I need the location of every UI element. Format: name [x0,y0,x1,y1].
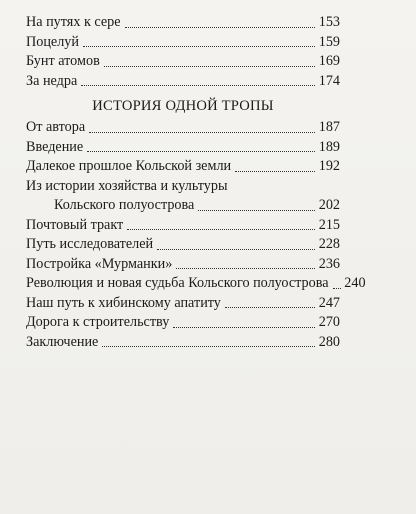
toc-entry-title: Кольского полуострова [54,197,195,213]
dot-leader [235,171,315,172]
toc-entry-title: Революция и новая судьба Кольского полуострова [26,275,329,291]
toc-entry-page: 192 [318,158,340,174]
dot-leader [173,327,315,328]
toc-entry [26,118,340,138]
toc-entry-title: Бунт атомов [26,53,100,69]
dot-leader [89,132,315,133]
dot-leader [104,66,315,67]
toc-entry [26,138,340,158]
toc-entry [26,13,340,33]
toc-entry-title: Дорога к строительству [26,314,170,330]
toc-entry-page: 236 [318,255,340,272]
toc-entry [26,255,340,275]
dot-leader [198,210,315,211]
dot-leader [333,288,341,289]
toc-entry-page: 240 [344,275,366,291]
toc-entry-title: Путь исследователей [26,236,154,252]
toc-entry-title: Почтовый тракт [26,216,124,233]
toc-entry [26,196,340,216]
toc-entry-page: 228 [318,236,340,252]
dot-leader [225,307,315,308]
toc-entry-page: 280 [318,333,340,350]
toc-entry-page: 247 [318,294,340,311]
toc-entry-page: 174 [318,72,340,89]
toc-entry [26,72,340,92]
toc-entry-title: Далекое прошлое Кольской земли [26,158,232,174]
toc-entry-title: На путях к сере [26,14,121,30]
toc-entry [26,52,340,72]
toc-entry [26,216,340,236]
toc-entry-title: Постройка «Мурманки» [26,255,173,272]
toc-entry-page: 202 [318,197,340,213]
toc-entry [26,177,340,197]
dot-leader [83,46,315,47]
toc-entry-title: От автора [26,119,86,135]
toc-entry-title: Заключение [26,333,99,350]
toc-entry-title: Наш путь к хибинскому апатиту [26,294,221,311]
toc-list-top [26,13,340,91]
dot-leader [125,27,315,28]
toc-entry-title: Поцелуй [26,33,79,50]
section-heading: ИСТОРИЯ ОДНОЙ ТРОПЫ [92,98,274,114]
toc-entry [26,157,340,177]
toc-entry-page: 187 [318,119,340,135]
toc-entry [26,33,340,53]
dot-leader [81,85,315,86]
toc-entry-page: 215 [318,216,340,233]
dot-leader [127,229,315,230]
toc-entry-title: Введение [26,138,84,155]
toc-entry-title: Из истории хозяйства и культуры [26,177,228,194]
toc-entry-title: За недра [26,72,78,89]
toc-entry [26,294,340,314]
toc-entry-page: 153 [318,14,340,30]
toc-entry-page: 270 [318,314,340,330]
toc-list-bottom [26,118,366,352]
toc-entry [26,313,340,333]
toc-entry-page: 189 [318,138,340,155]
toc-entry [26,274,366,294]
dot-leader [102,346,315,347]
dot-leader [157,249,315,250]
toc-entry-page: 169 [318,53,340,69]
toc-entry-page: 159 [318,33,340,50]
dot-leader [87,151,315,152]
dot-leader [176,268,315,269]
toc-entry [26,235,340,255]
toc-entry [26,333,340,353]
